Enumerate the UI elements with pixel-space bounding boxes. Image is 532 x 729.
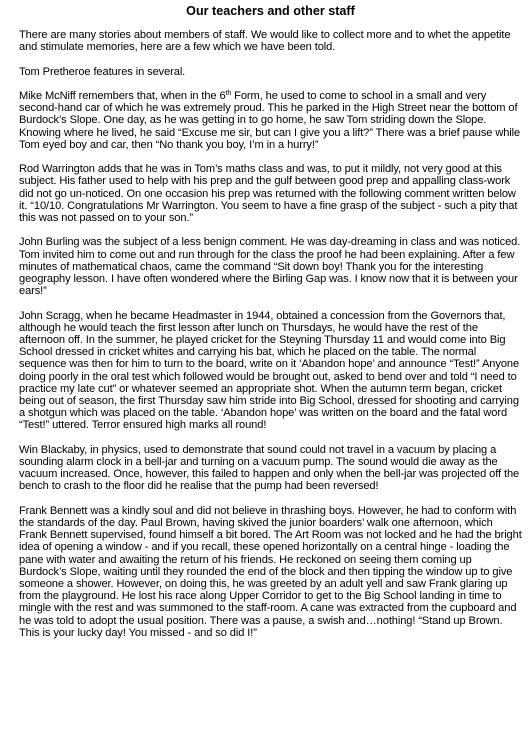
warrington-paragraph: Rod Warrington adds that he was in Tom’s maths class and was, to put it mildly, not very good at this subject. His father used to help with his prep and the gulf between good prep and appalling class-work did not go un-noticed. On one occasion his prep was returned with the following comment written below it. “10/10. Congratulations Mr Warrington. You seem to have a fine grasp of the subject - such a pity that this was not passed on to your son.” bbox=[19, 163, 518, 224]
intro-paragraph: There are many stories about members of staff. We would like to collect more and to whet the appetite and stimulate memories, here are a few which we have been told. bbox=[19, 29, 511, 54]
mcniff-text-start: Mike McNiff remembers that, when in the 6 bbox=[19, 89, 226, 102]
bennett-paragraph: Frank Bennett was a kindly soul and did not believe in thrashing boys. However, he had to conform with the standards of the day. Paul Brown, having skived the junior boarders’ walk one afternoon, which Frank Bennett supervised, found himself a bit bored. The Art Room was not locked and he had the bright idea of opening a window - and if you recall, these opened horizontally on a central hinge - loading the pane with water and awaiting the return of his friends. He reckoned on seeing them coming up Burdock’s Slope, waiting until they rounded the end of the block and then tipping the window up to give someone a shower. However, on doing this, he was greeted by an adult yell and saw Frank glaring up from the playground. He lost his race along Upper Corridor to get to the Big School landing in time to mingle with the rest and was summoned to the staff-room. A cane was extracted from the cupboard and he was told to adopt the usual position. There was a pause, a swish and…nothing! “Stand up Brown. This is your lucky day! You missed - and so did I!” bbox=[19, 504, 522, 639]
burling-paragraph: John Burling was the subject of a less benign comment. He was day-dreaming in class and was noticed. Tom invited him to come out and run through for the class the proof he had been explaining. After a few minutes of mathematical chaos, came the command “Sit down boy! Thank you for the interesting geography lesson. I have often wondered where the Birling Gap was. I know now that it is between your ears!” bbox=[19, 236, 521, 298]
tom-intro-paragraph: Tom Pretheroe features in several. bbox=[19, 65, 186, 78]
blackaby-paragraph: Win Blackaby, in physics, used to demonstrate that sound could not travel in a vacuum by placing a sounding alarm clock in a bell-jar and turning on a vacuum pump. The sound would die away as the vacuum increased. Once, however, this failed to happen and only when the bell-jar was projected off the bench to crash to the floor did he realise that the pump had been reversed! bbox=[19, 443, 520, 493]
page-title: Our teachers and other staff bbox=[186, 4, 355, 18]
scragg-paragraph: John Scragg, when he became Headmaster in 1944, obtained a concession from the Governors that, although he would teach the first lesson after lunch on Thursdays, he would have the rest of the afternoon off. In the summer, he played cricket for the Steyning Thursday 11 and would come into Big School dressed in cricket whites and carrying his bat, which he placed on the table. The normal sequence was then for him to turn to the board, write on it ‘Abandon hope’ and announce “Test!” Anyone doing poorly in the oral test which followed would be brought out, asked to bend over and told “I need to practice my late cut” or whatever seemed an appropriate shot. When the autumn term began, cricket being out of season, the first Thursday saw him stride into Big School, dressed for shooting and carrying a shotgun which was placed on the table. ‘Abandon hope’ was written on the board and the fatal word “Test!” uttered. Terror ensured high marks all round! bbox=[19, 309, 520, 432]
ordinal-suffix: th bbox=[225, 89, 232, 97]
mcniff-text-rest: Form, he used to come to school in a small and very second-hand car of which he was extremely proud. This he parked in the High Street near the bottom of Burdock’s Slope. One day, as he was getting in to go home, he saw Tom striding down the Slope. Knowing where he lived, he said “Excuse me sir, but can I give you a lift?” There was a brief pause while Tom eyed boy and car, then “No thank you boy, I’m in a hurry!” bbox=[19, 89, 521, 151]
mcniff-paragraph bbox=[19, 90, 522, 151]
